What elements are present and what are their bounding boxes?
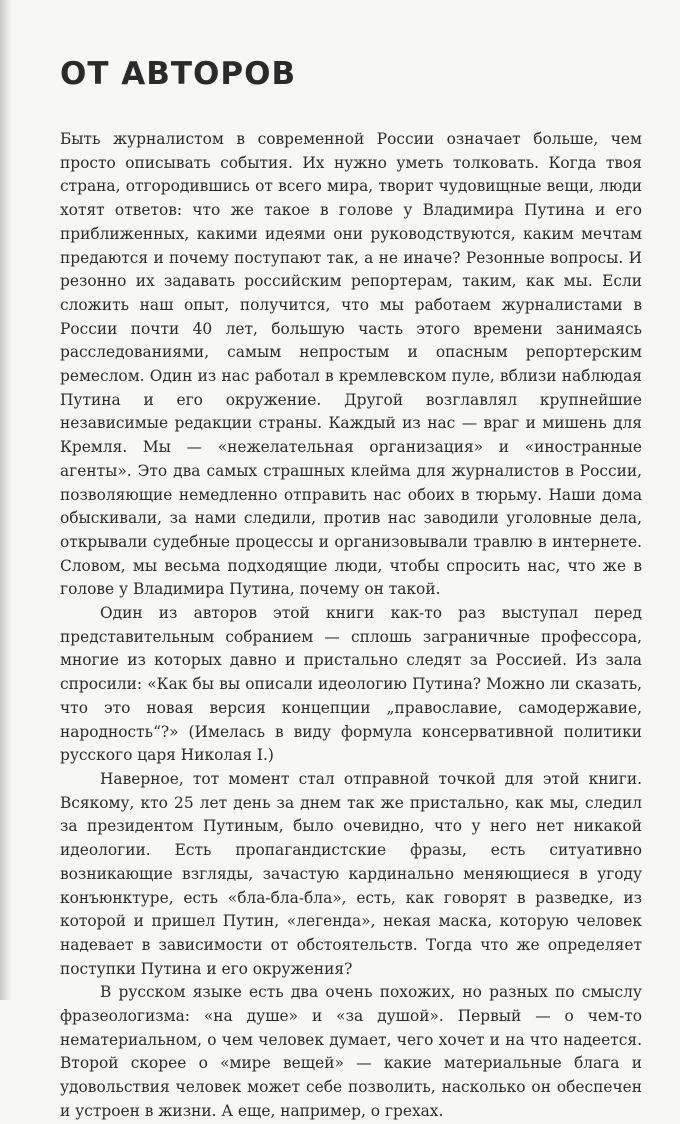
paragraph-4: В русском языке есть два очень похожих, но разных по смыслу фразеологизма: «на душе» и «за душой». Первый — о чем-то нематериальном, о чем человек думает, чего хочет и на что надеется. Второй скорее о «мире вещей» — какие материальные блага и удовольствия человек может себе позволить, насколько он обеспечен и устроен в жизни. А еще, например, о грехах. bbox=[60, 983, 642, 1120]
paragraph-1: Быть журналистом в современной России означает больше, чем просто описывать события. Их нужно уметь толковать. Когда твоя страна, отгородившись от всего мира, творит чудовищные вещи, люди хотят ответов: что же такое в голове у Владимира Путина и его приближенных, какими идеями они руководствуются, каким мечтам предаются и почему поступают так, а не иначе? Резонные вопросы. И резонно их задавать российским репортерам, таким, как мы. Если сложить наш опыт, получится, что мы работаем журналистами в России почти 40 лет, большую часть этого времени занимаясь расследованиями, самым непростым и опасным репортерским ремеслом. Один из нас работал в кремлевском пуле, вблизи наблюдая Путина и его окружение. Другой возглавлял крупнейшие независимые редакции страны. Каждый из нас — враг и мишень для Кремля. Мы — «нежелательная организация» и «иностранные агенты». Это два самых страшных клейма для журналистов в России, позволяющие немедленно отправить нас обоих в тюрьму. Наши дома обыскивали, за нами следили, против нас заводили уголовные дела, открывали судебные процессы и организовывали травлю в интернете. Словом, мы весьма подходящие люди, чтобы спросить нас, что же в голове у Владимира Путина, почему он такой. bbox=[60, 130, 642, 599]
paragraph-3: Наверное, тот момент стал отправной точкой для этой книги. Всякому, кто 25 лет день за днем так же пристально, как мы, следил за президентом Путиным, было очевидно, что у него нет никакой идеологии. Есть пропагандистские фразы, есть ситуативно возникающие взгляды, зачастую кардинально меняющиеся в угоду конъюнктуре, есть «бла-бла-бла», есть, как говорят в разведке, из которой и пришел Путин, «легенда», некая маска, которую человек надевает в зависимости от обстоятельств. Тогда что же определяет поступки Путина и его окружения? bbox=[60, 769, 642, 978]
paragraph-2: Один из авторов этой книги как-то раз выступал перед представительным собранием — сплошь заграничные профессора, многие из которых давно и пристально следят за Россией. Из зала спросили: «Как бы вы описали идеологию Путина? Можно ли сказать, что это новая версия концепции „православие, самодержавие, народность“?» (Имелась в виду формула консервативной политики русского царя Николая I.) bbox=[60, 604, 642, 765]
chapter-body bbox=[60, 128, 642, 1124]
chapter-title: ОТ АВТОРОВ bbox=[60, 56, 297, 92]
page-edge-shadow bbox=[0, 0, 12, 1000]
